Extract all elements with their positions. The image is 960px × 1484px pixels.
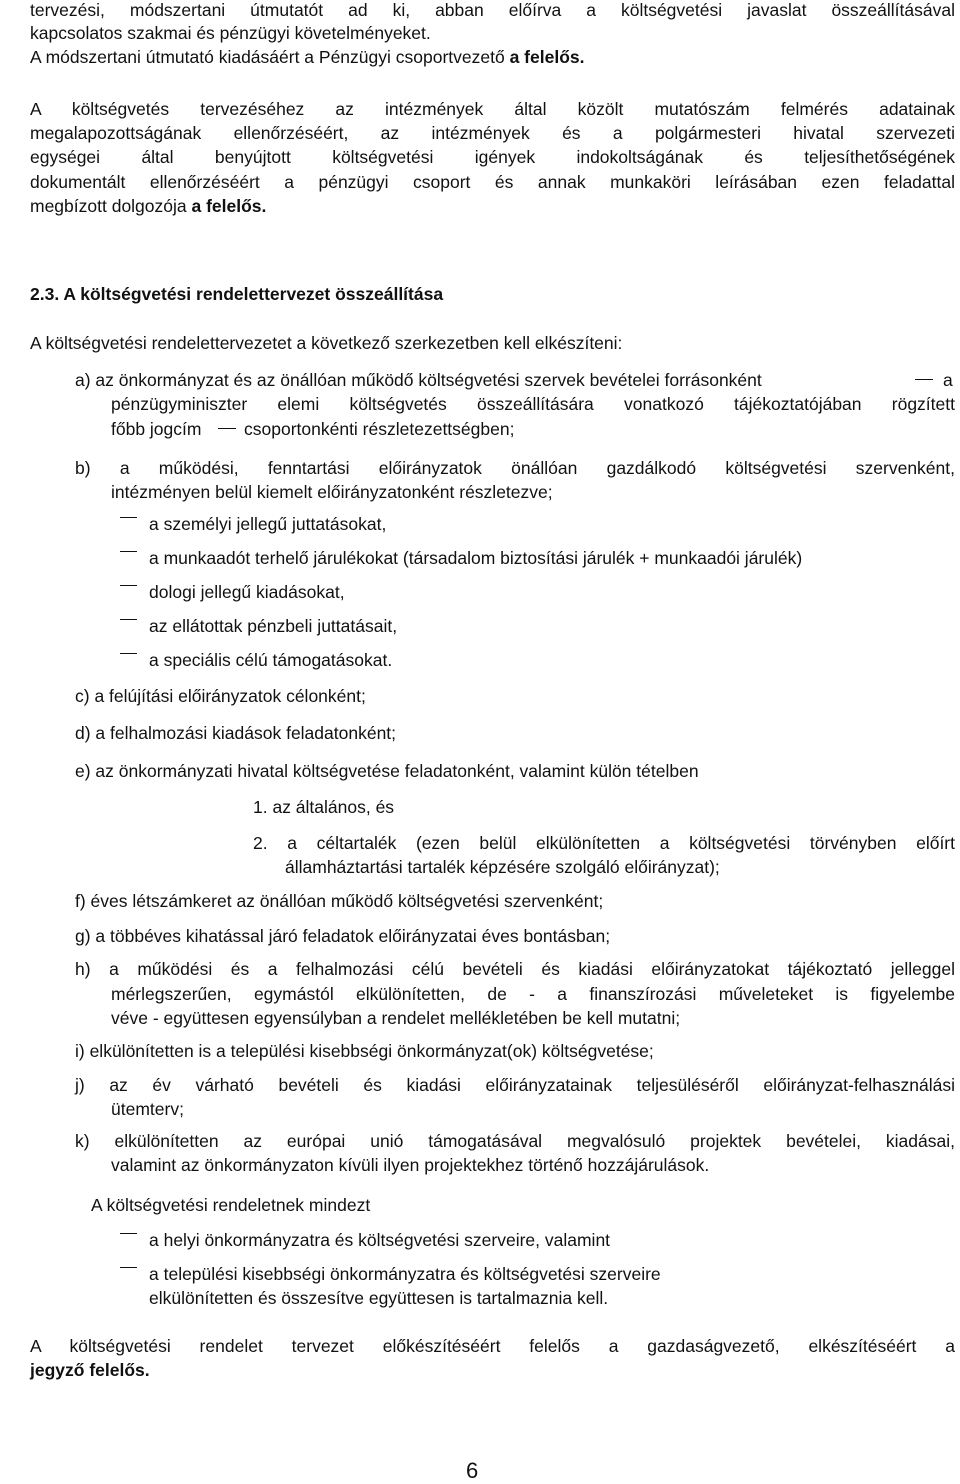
item-k-line-2: valamint az önkormányzaton kívüli ilyen projektekhez történő hozzájárulások. <box>111 1155 710 1175</box>
para2-line-5-text: megbízott dolgozója <box>30 196 192 216</box>
item-b-line-2: intézményen belül kiemelt előirányzatonként részletezve; <box>111 482 553 502</box>
item-e-sub-1: 1. az általános, és <box>253 797 395 817</box>
item-a-dash <box>915 379 933 380</box>
item-a-line-2: pénzügyminiszter elemi költségvetés összeállítására vonatkozó tájékoztatójában rögzített <box>111 394 955 414</box>
intro-line-3-text: A módszertani útmutató kiadásáért a Pénzügyi csoportvezető <box>30 47 510 67</box>
item-b-bullet-5: a speciális célú támogatásokat. <box>149 650 393 670</box>
item-b-bullet-3: dologi jellegű kiadásokat, <box>149 582 345 602</box>
summary-bullet-2-dash <box>120 1267 137 1268</box>
item-f: f) éves létszámkeret az önállóan működő költségvetési szervenként; <box>75 891 604 911</box>
item-i: i) elkülönítetten is a települési kisebbségi önkormányzat(ok) költségvetése; <box>75 1041 654 1061</box>
item-j-line-2: ütemterv; <box>111 1099 184 1119</box>
para2-line-1: A költségvetés tervezéséhez az intézmények által közölt mutatószám felmérés adatainak <box>30 99 955 119</box>
item-a-line-3-end: csoportonkénti részletezettségben; <box>244 419 515 439</box>
item-e-sub-2-line-2: államháztartási tartalék képzésére szolgáló előirányzat); <box>285 857 720 877</box>
item-j-line-1: j) az év várható bevételi és kiadási előirányzatainak teljesüléséről előirányzat-felhasználási <box>75 1075 955 1095</box>
intro-line-1: tervezési, módszertani útmutatót ad ki, abban előírva a költségvetési javaslat összeállításával <box>30 0 955 20</box>
item-b-bullet-2: a munkaadót terhelő járulékokat (társadalom biztosítási járulék + munkaadói járulék) <box>149 548 803 568</box>
item-b-line-1: b) a működési, fenntartási előirányzatok önállóan gazdálkodó költségvetési szervenként, <box>75 458 955 478</box>
item-a-line-1: a) az önkormányzat és az önállóan működő költségvetési szervek bevételei forrásonként <box>75 370 762 390</box>
intro-line-2: kapcsolatos szakmai és pénzügyi követelményeket. <box>30 23 431 43</box>
item-b-bullet-5-dash <box>120 653 137 654</box>
closing-responsible: jegyző felelős. <box>30 1360 150 1380</box>
intro-responsible: a felelős. <box>509 47 585 67</box>
summary-bullet-2-line-1: a települési kisebbségi önkormányzatra és költségvetési szerveire <box>149 1264 661 1284</box>
item-d: d) a felhalmozási kiadások feladatonként; <box>75 723 397 743</box>
item-b-bullet-4-dash <box>120 619 137 620</box>
intro-line-3 <box>30 45 584 69</box>
item-b-bullet-1: a személyi jellegű juttatásokat, <box>149 514 387 534</box>
para2-responsible: a felelős. <box>191 196 267 216</box>
item-e-line-1: e) az önkormányzati hivatal költségvetése feladatonként, valamint külön tételben <box>75 761 699 781</box>
item-b-bullet-1-dash <box>120 517 137 518</box>
closing-line-1: A költségvetési rendelet tervezet előkészítéséért felelős a gazdaságvezető, elkészítéséért a <box>30 1336 955 1356</box>
para2-line-2: megalapozottságának ellenőrzéséért, az intézmények és a polgármesteri hivatal szervezeti <box>30 123 955 143</box>
item-h-line-1: h) a működési és a felhalmozási célú bevételi és kiadási előirányzatokat tájékoztató jelleggel <box>75 959 955 979</box>
item-a-inline-dash <box>218 428 236 429</box>
item-b-bullet-4: az ellátottak pénzbeli juttatásait, <box>149 616 398 636</box>
summary-bullet-1: a helyi önkormányzatra és költségvetési szerveire, valamint <box>149 1230 611 1250</box>
item-a-line-1-end: a <box>943 370 953 390</box>
summary-lead: A költségvetési rendeletnek mindezt <box>91 1195 371 1215</box>
item-h-line-3: véve - együttesen egyensúlyban a rendelet mellékletében be kell mutatni; <box>111 1008 681 1028</box>
section-lead: A költségvetési rendelettervezetet a következő szerkezetben kell elkészíteni: <box>30 333 623 353</box>
item-e-sub-2-line-1: 2. a céltartalék (ezen belül elkülönítetten a költségvetési törvényben előírt <box>253 833 955 853</box>
item-k-line-1: k) elkülönítetten az európai unió támogatásával megvalósuló projektek bevételei, kiadásai, <box>75 1131 955 1151</box>
item-b-bullet-3-dash <box>120 585 137 586</box>
item-h-line-2: mérlegszerűen, egymástól elkülönítetten, de - a finanszírozási műveleteket is figyelembe <box>111 984 955 1004</box>
page-number: 6 <box>466 1458 479 1483</box>
item-b-bullet-2-dash <box>120 551 137 552</box>
para2-line-4: dokumentált ellenőrzéséért a pénzügyi csoport és annak munkaköri leírásában ezen feladattal <box>30 172 955 192</box>
item-a-line-3-start: főbb jogcím <box>111 419 202 439</box>
summary-bullet-2-line-2: elkülönítetten és összesítve együttesen is tartalmaznia kell. <box>149 1288 609 1308</box>
para2-line-5 <box>30 194 266 218</box>
section-heading: 2.3. A költségvetési rendelettervezet összeállítása <box>30 284 444 304</box>
summary-bullet-1-dash <box>120 1233 137 1234</box>
para2-line-3: egységei által benyújtott költségvetési igények indokoltságának és teljesíthetőségének <box>30 147 955 167</box>
item-c: c) a felújítási előirányzatok célonként; <box>75 686 366 706</box>
item-g: g) a többéves kihatással járó feladatok előirányzatai éves bontásban; <box>75 926 611 946</box>
